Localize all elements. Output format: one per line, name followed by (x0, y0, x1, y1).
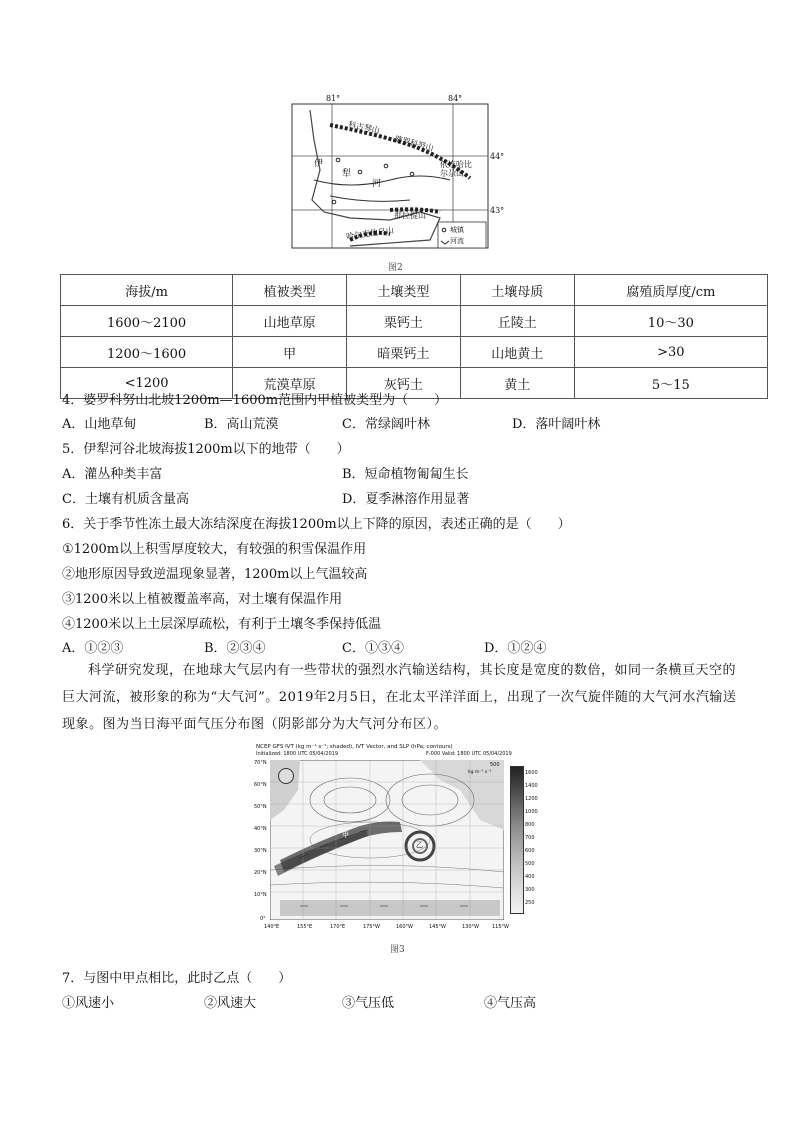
lon-tick: 130°W (462, 924, 479, 930)
lat-tick: 20°N (254, 870, 267, 876)
lat-tick: 70°N (254, 760, 267, 766)
scale-label: 400 (525, 874, 535, 880)
lat-tick: 60°N (254, 782, 267, 788)
place-label: 婆罗科努山 (393, 134, 435, 153)
figure-3-caption: 图3 (390, 945, 405, 955)
question-7-option-3: ③气压低 (342, 996, 395, 1011)
question-6-statement-1: ①1200m以上积雪厚度较大，有较强的积雪保温作用 (62, 542, 367, 557)
table-cell: 暗栗钙土 (347, 337, 461, 368)
question-4-option-c: C．常绿阔叶林 (342, 417, 430, 432)
legend-river-label: 河流 (450, 237, 464, 245)
table-header-row (61, 275, 768, 306)
table-cell: >30 (574, 337, 767, 368)
place-label: 犁 (342, 169, 352, 179)
scale-label: 800 (525, 822, 535, 828)
lat-tick: 10°N (254, 892, 267, 898)
table-cell: 1600～2100 (61, 306, 233, 337)
table-header-cell: 海拔/m (61, 275, 233, 306)
scale-label: 600 (525, 848, 535, 854)
legend-town-label: 城镇 (450, 226, 464, 234)
scale-label: 500 (525, 861, 535, 867)
table-cell: 荒漠草原 (233, 368, 347, 399)
lon-tick: 170°E (330, 924, 346, 930)
question-7-option-2: ②风速大 (204, 996, 257, 1011)
point-label-yi: 乙 (416, 841, 423, 849)
table-cell: 黄土 (460, 368, 574, 399)
fig3-header-line1: NCEP GFS IVT (kg m⁻¹ s⁻¹; shaded), IVT Vector, and SLP (hPa; contours) (256, 744, 453, 750)
question-5-option-c: C．土壤有机质含量高 (62, 492, 189, 507)
place-label: 河 (372, 179, 382, 189)
scale-label: 1000 (525, 809, 538, 815)
question-4-stem: 4．婆罗科努山北坡1200m—1600m范围内甲植被类型为（ ） (62, 393, 448, 408)
lon-tick: 140°E (264, 924, 280, 930)
question-7-option-1: ①风速小 (62, 996, 115, 1011)
question-5-stem: 5．伊犁河谷北坡海拔1200m以下的地带（ ） (62, 442, 350, 457)
point-label-jia: 甲 (342, 831, 349, 839)
table-cell: 甲 (233, 337, 347, 368)
lon-tick: 145°W (429, 924, 446, 930)
weather-map-drawing (270, 760, 504, 920)
figure-2-caption: 图2 (388, 263, 403, 273)
lon-tick: 160°W (396, 924, 413, 930)
table-cell: 5～15 (574, 368, 767, 399)
scale-label: 1400 (525, 783, 538, 789)
table-cell: 山地黄土 (460, 337, 574, 368)
question-6-statement-4: ④1200米以上土层深厚疏松，有利于土壤冬季保持低温 (62, 617, 382, 632)
lat-label-43: 43° (490, 206, 505, 215)
question-6-option-b: B．②③④ (204, 641, 266, 656)
question-6-option-d: D．①②④ (484, 641, 547, 656)
table-header-cell: 土壤类型 (347, 275, 461, 306)
ivt-color-scale (510, 766, 524, 914)
question-6-statement-3: ③1200米以上植被覆盖率高，对土壤有保温作用 (62, 592, 343, 607)
lon-tick: 175°W (363, 924, 380, 930)
scale-label: 700 (525, 835, 535, 841)
scale-label: 300 (525, 887, 535, 893)
question-4-option-d: D．落叶阔叶林 (512, 417, 601, 432)
table-cell: 10～30 (574, 306, 767, 337)
lat-tick: 40°N (254, 826, 267, 832)
lat-tick: 50°N (254, 804, 267, 810)
question-6-statement-2: ②地形原因导致逆温现象显著，1200m以上气温较高 (62, 567, 368, 582)
question-7-option-4: ④气压高 (484, 996, 537, 1011)
question-5-option-a: A．灌丛种类丰富 (62, 467, 163, 482)
lat-tick: 30°N (254, 848, 267, 854)
table-cell: 丘陵土 (460, 306, 574, 337)
table-header-cell: 植被类型 (233, 275, 347, 306)
noaa-logo-icon (278, 768, 294, 784)
lon-label-81: 81° (326, 94, 341, 103)
lon-tick: 155°E (297, 924, 313, 930)
question-5-option-b: B．短命植物匍匐生长 (342, 467, 469, 482)
table-cell: <1200 (61, 368, 233, 399)
table-row (61, 306, 768, 337)
table-cell: 山地草原 (233, 306, 347, 337)
vector-ref-value: 500 (490, 762, 500, 768)
place-label: 依连哈比尔尕山 (440, 160, 472, 178)
scale-label: 250 (525, 900, 535, 906)
lon-label-84: 84° (448, 94, 463, 103)
question-4-option-b: B．高山荒漠 (204, 417, 279, 432)
fig3-header-line2: Initialized: 1800 UTC 05/04/2019 (256, 751, 339, 757)
map-drawing (290, 100, 510, 260)
lat-label-44: 44° (490, 152, 505, 161)
table-header-cell: 腐殖质厚度/cm (574, 275, 767, 306)
lon-tick: 115°W (492, 924, 509, 930)
scale-label: 1600 (525, 770, 538, 776)
place-label: 伊 (314, 159, 324, 169)
question-7-stem: 7．与图中甲点相比，此时乙点（ ） (62, 971, 292, 986)
table-cell: 栗钙土 (347, 306, 461, 337)
question-6-option-c: C．①③④ (342, 641, 404, 656)
place-label: 科古琴山 (347, 119, 381, 136)
table-cell: 1200～1600 (61, 337, 233, 368)
table-cell: 灰钙土 (347, 368, 461, 399)
table-row (61, 337, 768, 368)
question-5-option-d: D．夏季淋溶作用显著 (342, 492, 470, 507)
table-header-cell: 土壤母质 (460, 275, 574, 306)
scale-label: 1200 (525, 796, 538, 802)
question-6-stem: 6．关于季节性冻土最大冻结深度在海拔1200m以上下降的原因，表述正确的是（ ） (62, 517, 571, 532)
question-4-option-a: A．山地草甸 (62, 417, 137, 432)
lat-tick: 0° (260, 916, 266, 922)
atmospheric-river-passage: 科学研究发现，在地球大气层内有一些带状的强烈水汽输送结构，其长度是宽度的数倍，如同一条横亘天空的巨大河流，被形象的称为“大气河”。2019年2月5日，在北太平洋洋面上，出现了一次气旋伴随的大气河水汽输送现象。图为当日海平面气压分布图（阴影部分为大气河分布区）。 (62, 663, 737, 732)
place-label: 那拉提山 (394, 211, 426, 220)
vector-ref-unit: kg m⁻¹ s⁻¹ (468, 770, 492, 775)
altitude-soil-table (60, 274, 768, 399)
figure-2-map (290, 94, 510, 260)
question-6-option-a: A．①②③ (62, 641, 124, 656)
fig3-header-line3: F-000 Valid: 1800 UTC 05/04/2019 (426, 751, 512, 757)
place-label: 哈尔克他乌山 (345, 225, 395, 242)
figure-3-weather-map (254, 744, 544, 940)
